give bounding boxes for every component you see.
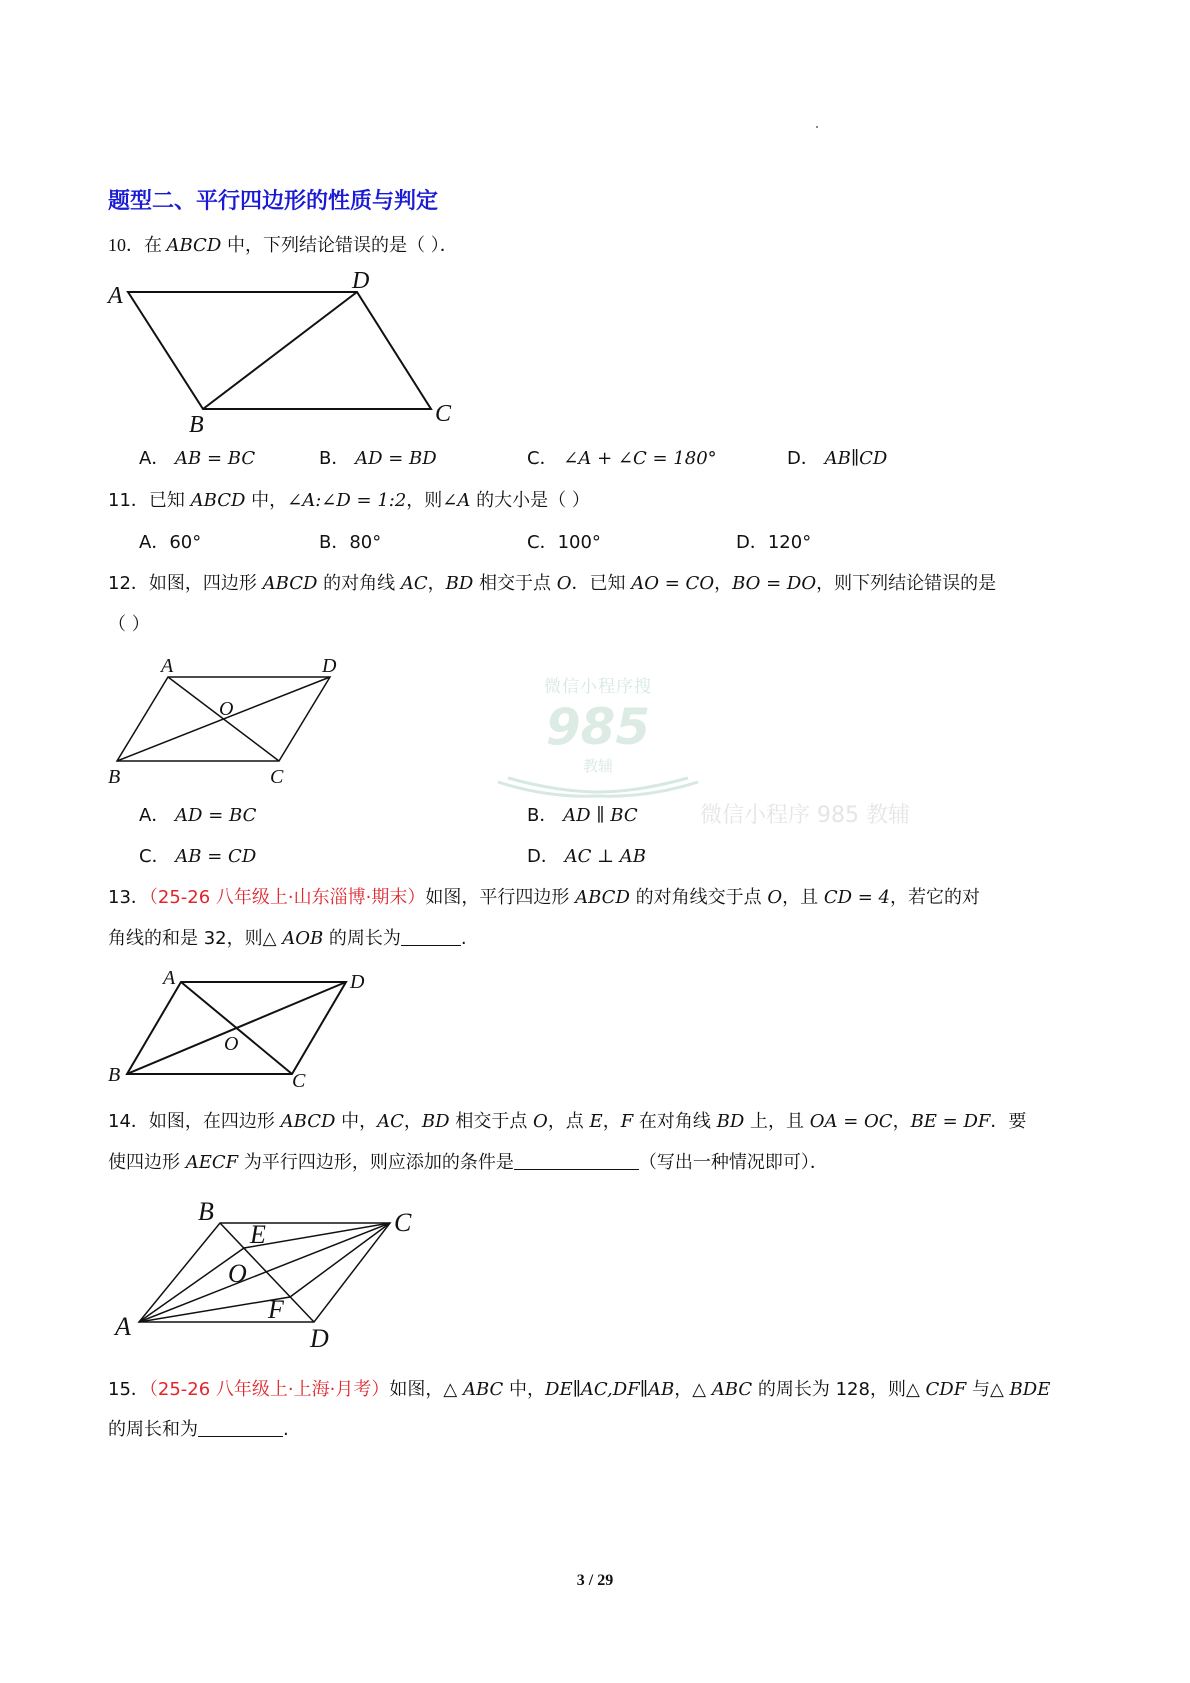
answer-blank [198,1418,283,1437]
text: 角线的和是 32，则△ [108,928,283,949]
text: 中， [335,1111,378,1132]
math-text: ABC [462,1379,504,1400]
q12-option-c[interactable] [139,845,256,869]
text: 14．如图，在四边形 [108,1111,281,1132]
text: 10．在 [108,235,167,255]
text: B． [527,805,564,826]
label-b: B [189,412,204,438]
q10-option-d[interactable] [787,447,887,471]
math-text: ABCD [575,887,630,908]
answer-blank [401,927,461,946]
q12-parallelogram [117,677,330,761]
book-icon [488,776,708,800]
text: 如图，△ [389,1379,463,1400]
text: ，则下列结论错误的是 [816,573,997,594]
math-text: OA = OC [809,1111,893,1132]
math-text: AB = BC [175,448,256,469]
q11-stem [108,489,590,513]
math-text: AOB [282,928,324,949]
text: 的对角线 [317,573,401,594]
math-text: AB = CD [175,846,257,867]
math-text: CDF [925,1379,967,1400]
q14-label-e: E [250,1220,266,1249]
text: 如图，平行四边形 [425,887,576,908]
text: C．100° [527,532,601,553]
text: （写出一种情况即可）． [638,1152,828,1173]
text: 12．如图，四边形 [108,573,263,594]
q14-label-o: O [228,1259,247,1288]
watermark-text: 微信小程序 985 教辅 [700,803,910,828]
text: 相交于点 [473,573,557,594]
text: ， [403,1111,422,1132]
text: 与△ [966,1379,1010,1400]
q12-stem-2 [108,613,150,637]
math-text: AD = BC [175,805,257,826]
q10-option-a[interactable] [139,447,255,471]
text: （ ） [108,614,150,635]
q12-label-c: C [270,766,284,788]
q12-label-a: A [161,655,174,677]
text: 相交于点 [449,1111,534,1132]
text: ， [427,573,446,594]
q13-label-b: B [108,1064,121,1086]
math-text: E [589,1111,603,1132]
q15-stem [108,1378,1050,1402]
text: C． [139,846,176,867]
text: ，△ [674,1379,712,1400]
text: C． [527,448,564,469]
q13-stem-2 [108,927,467,951]
math-text: AD ∥ BC [563,805,638,826]
label-c: C [435,401,452,427]
text: . [283,1419,289,1440]
q11-option-a[interactable] [139,531,201,555]
diagonal-bd [203,292,357,409]
text: ， [714,573,733,594]
stray-dot [816,126,818,128]
math-text: O [767,887,783,908]
q13-label-o: O [224,1033,239,1055]
text: 中， [245,490,288,511]
text: A． [139,448,176,469]
math-text: BO = DO [732,573,817,594]
source-tag: （25-26 八年级上·山东淄博·期末） [148,887,426,908]
q13-label-a: A [163,967,176,989]
q14-aecf [139,1223,390,1322]
text: . [460,928,467,949]
text: 的周长和为 [108,1419,198,1440]
math-text: F [620,1111,634,1132]
text: ， [602,1111,621,1132]
label-d: D [352,268,370,294]
text: ．已知 [571,573,632,594]
math-text: BD [716,1111,745,1132]
q13-label-d: D [350,971,365,993]
q12-label-d: D [322,655,337,677]
text: ，点 [547,1111,590,1132]
math-text: ∠A [442,490,471,511]
math-text: ABCD [166,235,222,256]
q14-label-a: A [115,1312,131,1341]
q14-label-d: D [310,1324,329,1353]
q14-label-c: C [394,1208,412,1237]
text: 在对角线 [633,1111,717,1132]
text: 使四边形 [108,1152,186,1173]
text: 的对角线交于点 [629,887,768,908]
text: D．120° [736,532,812,553]
watermark-line2: 教辅 [582,757,613,775]
math-text: AC [377,1111,404,1132]
math-text: ABC [711,1379,753,1400]
source-tag: （25-26 八年级上·上海·月考） [148,1379,390,1400]
math-text: BE = DF [910,1111,991,1132]
watermark-logo [488,676,708,800]
q12-option-a[interactable] [139,804,256,828]
q13-stem [108,886,980,910]
math-text: BD [421,1111,450,1132]
q13-parallelogram [127,982,346,1074]
text: B． [319,448,356,469]
math-text: ∠A:∠D = 1:2 [287,490,407,511]
math-text: AECF [185,1152,239,1173]
q10-figure [128,292,431,409]
math-text: AO = CO [631,573,715,594]
math-text: DE∥AC,DF∥AB [545,1379,675,1400]
math-text: AB∥CD [824,448,888,469]
text: B．80° [319,532,382,553]
q14-stem-2 [108,1151,828,1175]
q12-label-o: O [219,698,234,720]
text: 的周长为 128，则△ [752,1379,926,1400]
parallelogram-abcd [128,292,431,409]
watermark-line1: 微信小程序搜 [544,677,652,697]
text: 的大小是（ ） [470,490,590,511]
q11-option-c[interactable] [527,531,601,555]
q14-label-b: B [198,1197,214,1226]
math-text: BD [445,573,474,594]
q15-stem-2 [108,1418,289,1442]
text: D． [787,448,825,469]
math-text: ABCD [190,490,246,511]
text: ，则 [406,490,443,511]
q13-label-c: C [292,1070,306,1092]
q12-figure [117,677,330,761]
text: ．要 [990,1111,1027,1132]
math-text: BDE [1009,1379,1051,1400]
q10-stem [108,233,458,258]
q13-figure [127,982,346,1074]
math-text: AC ⊥ AB [564,846,646,867]
text: ，若它的对 [890,887,981,908]
text: ， [892,1111,911,1132]
q12-stem [108,572,996,596]
section-title: 题型二、平行四边形的性质与判定 [108,189,439,214]
text: 的周长为 [323,928,401,949]
q12-label-b: B [108,766,121,788]
text: 13． [108,887,149,908]
q11-option-d[interactable] [736,531,811,555]
q14-stem [108,1110,1026,1134]
text: 为平行四边形，则应添加的条件是 [238,1152,514,1173]
text: 11．已知 [108,490,191,511]
q12-option-d[interactable] [527,845,646,869]
text: A．60° [139,532,202,553]
answer-blank [514,1151,639,1170]
text: D． [527,846,565,867]
label-a: A [108,283,123,309]
q12-option-b[interactable] [527,804,638,828]
text: 中， [503,1379,546,1400]
q10-option-b[interactable] [319,447,437,471]
math-text: AD = BD [355,448,437,469]
text: 上，且 [744,1111,810,1132]
text: 15． [108,1379,149,1400]
watermark-number: 985 [545,698,651,756]
math-text: ∠A + ∠C = 180° [563,448,717,469]
math-text: ABCD [280,1111,336,1132]
math-text: AC [400,573,428,594]
math-text: CD = 4 [823,887,891,908]
text: A． [139,805,176,826]
math-text: O [556,573,572,594]
q14-quadrilateral [139,1223,390,1322]
text: ，且 [782,887,824,908]
q14-label-f: F [268,1295,284,1324]
page-number: 3 / 29 [576,1572,614,1589]
math-text: O [533,1111,548,1132]
q10-option-c[interactable] [527,447,717,471]
math-text: ABCD [262,573,318,594]
q14-figure [139,1223,390,1322]
q11-option-b[interactable] [319,531,381,555]
text: 中，下列结论错误的是（ ）． [221,235,458,256]
